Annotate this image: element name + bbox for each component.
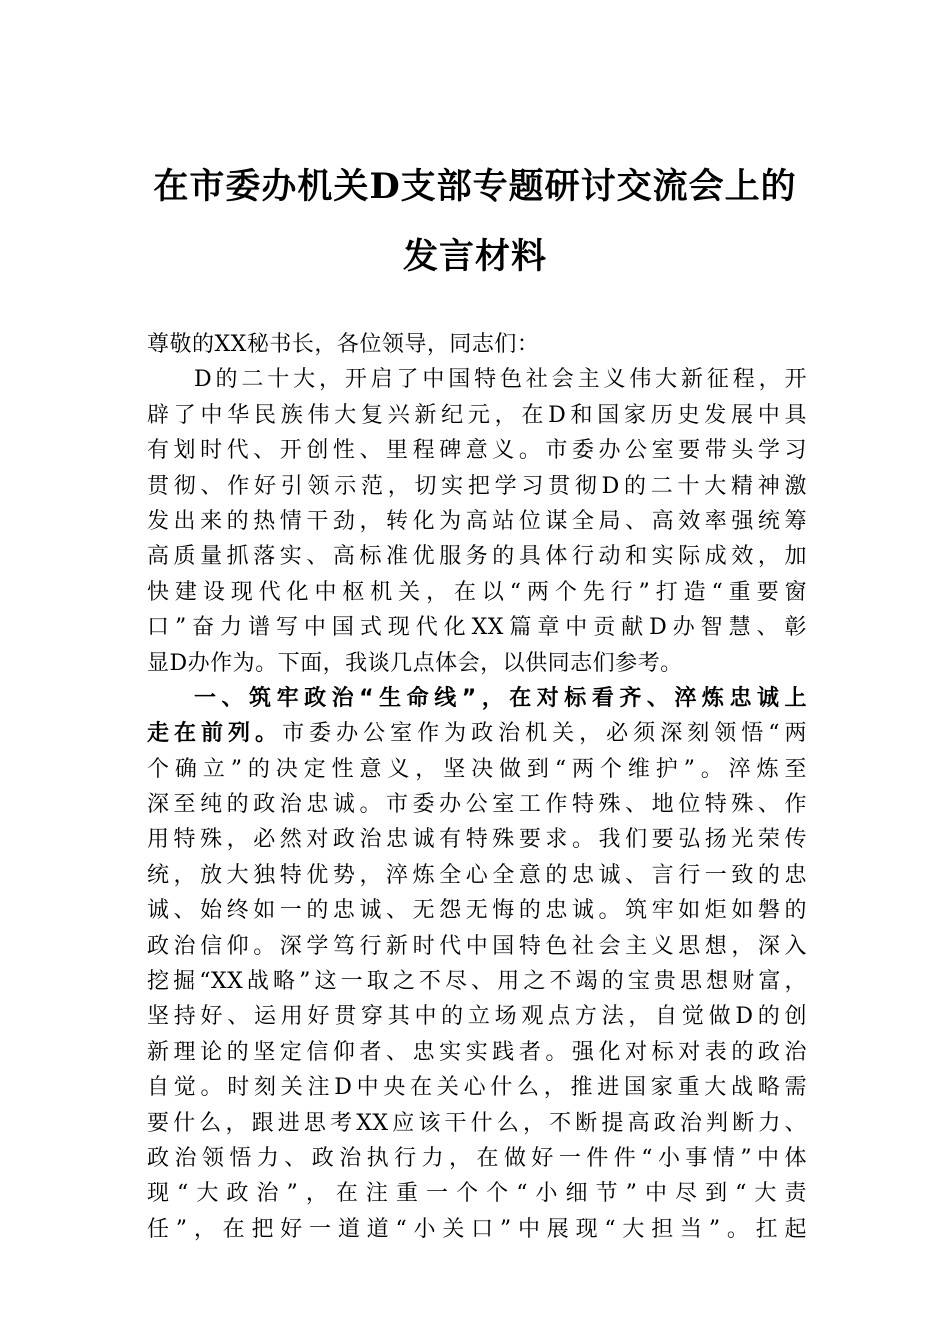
paragraph-line: D的二十大，开启了中国特色社会主义伟大新征程，开 (194, 367, 807, 393)
paragraph-line: 政治信仰。深学笃行新时代中国特色社会主义思想，深入 (147, 933, 807, 959)
paragraph-line: 用特殊，必然对政治忠诚有特殊要求。我们要弘扬光荣传 (147, 827, 807, 853)
paragraph-line: 显D办作为。下面，我谈几点体会，以供同志们参考。 (147, 650, 683, 676)
paragraph-line: 坚持好、运用好贯穿其中的立场观点方法，自觉做D的创 (147, 1004, 807, 1030)
section-heading-continuation (147, 716, 807, 751)
paragraph-line: 个确立”的决定性意义，坚决做到“两个维护”。淬炼至 (147, 756, 807, 782)
paragraph-line: 自觉。时刻关注D中央在关心什么，推进国家重大战略需 (147, 1075, 807, 1101)
paragraph-line: 任”，在把好一道道“小关口”中展现“大担当”。扛起 (147, 1216, 807, 1242)
paragraph-line: 深至纯的政治忠诚。市委办公室工作特殊、地位特殊、作 (147, 792, 807, 818)
paragraph-line: 有划时代、开创性、里程碑意义。市委办公室要带头学习 (147, 438, 807, 464)
paragraph-line: 高质量抓落实、高标准优服务的具体行动和实际成效，加 (147, 544, 807, 570)
paragraph-line: 快建设现代化中枢机关，在以“两个先行”打造“重要窗 (147, 579, 807, 605)
paragraph-line: 现“大政治”，在注重一个个“小细节”中尽到“大责 (147, 1181, 807, 1207)
paragraph-line: 贯彻、作好引领示范，切实把学习贯彻D的二十大精神激 (147, 473, 807, 499)
salutation: 尊敬的XX秘书长，各位领导，同志们： (147, 332, 540, 357)
paragraph-line: 诚、始终如一的忠诚、无怨无悔的忠诚。筑牢如炬如磐的 (147, 898, 807, 924)
paragraph-line: 辟了中华民族伟大复兴新纪元，在D和国家历史发展中具 (147, 402, 807, 428)
paragraph-line: 发出来的热情干劲，转化为高站位谋全局、高效率强统筹 (147, 508, 807, 534)
paragraph-line: 要什么，跟进思考XX应该干什么，不断提高政治判断力、 (147, 1110, 807, 1136)
paragraph-line: 口”奋力谱写中国式现代化XX篇章中贡献D办智慧、彰 (147, 615, 807, 641)
document-title-line-1: 在市委办机关D支部专题研讨交流会上的 (153, 166, 797, 207)
section-text: 市委办公室作为政治机关，必须深刻领悟“两 (282, 721, 807, 747)
document-title-line-2: 发言材料 (402, 236, 547, 277)
document-body (147, 327, 807, 1247)
paragraph-line: 统，放大独特优势，淬炼全心全意的忠诚、言行一致的忠 (147, 862, 807, 888)
paragraph-line: 政治领悟力、政治执行力，在做好一件件“小事情”中体 (147, 1145, 807, 1171)
paragraph-line: 新理论的坚定信仰者、忠实实践者。强化对标对表的政治 (147, 1039, 807, 1065)
section-heading-end: 走在前列。 (147, 721, 283, 747)
section-heading: 一、筑牢政治“生命线”，在对标看齐、淬炼忠诚上 (194, 685, 807, 711)
paragraph-line: 挖掘“XX战略”这一取之不尽、用之不竭的宝贵思想财富， (147, 969, 807, 995)
